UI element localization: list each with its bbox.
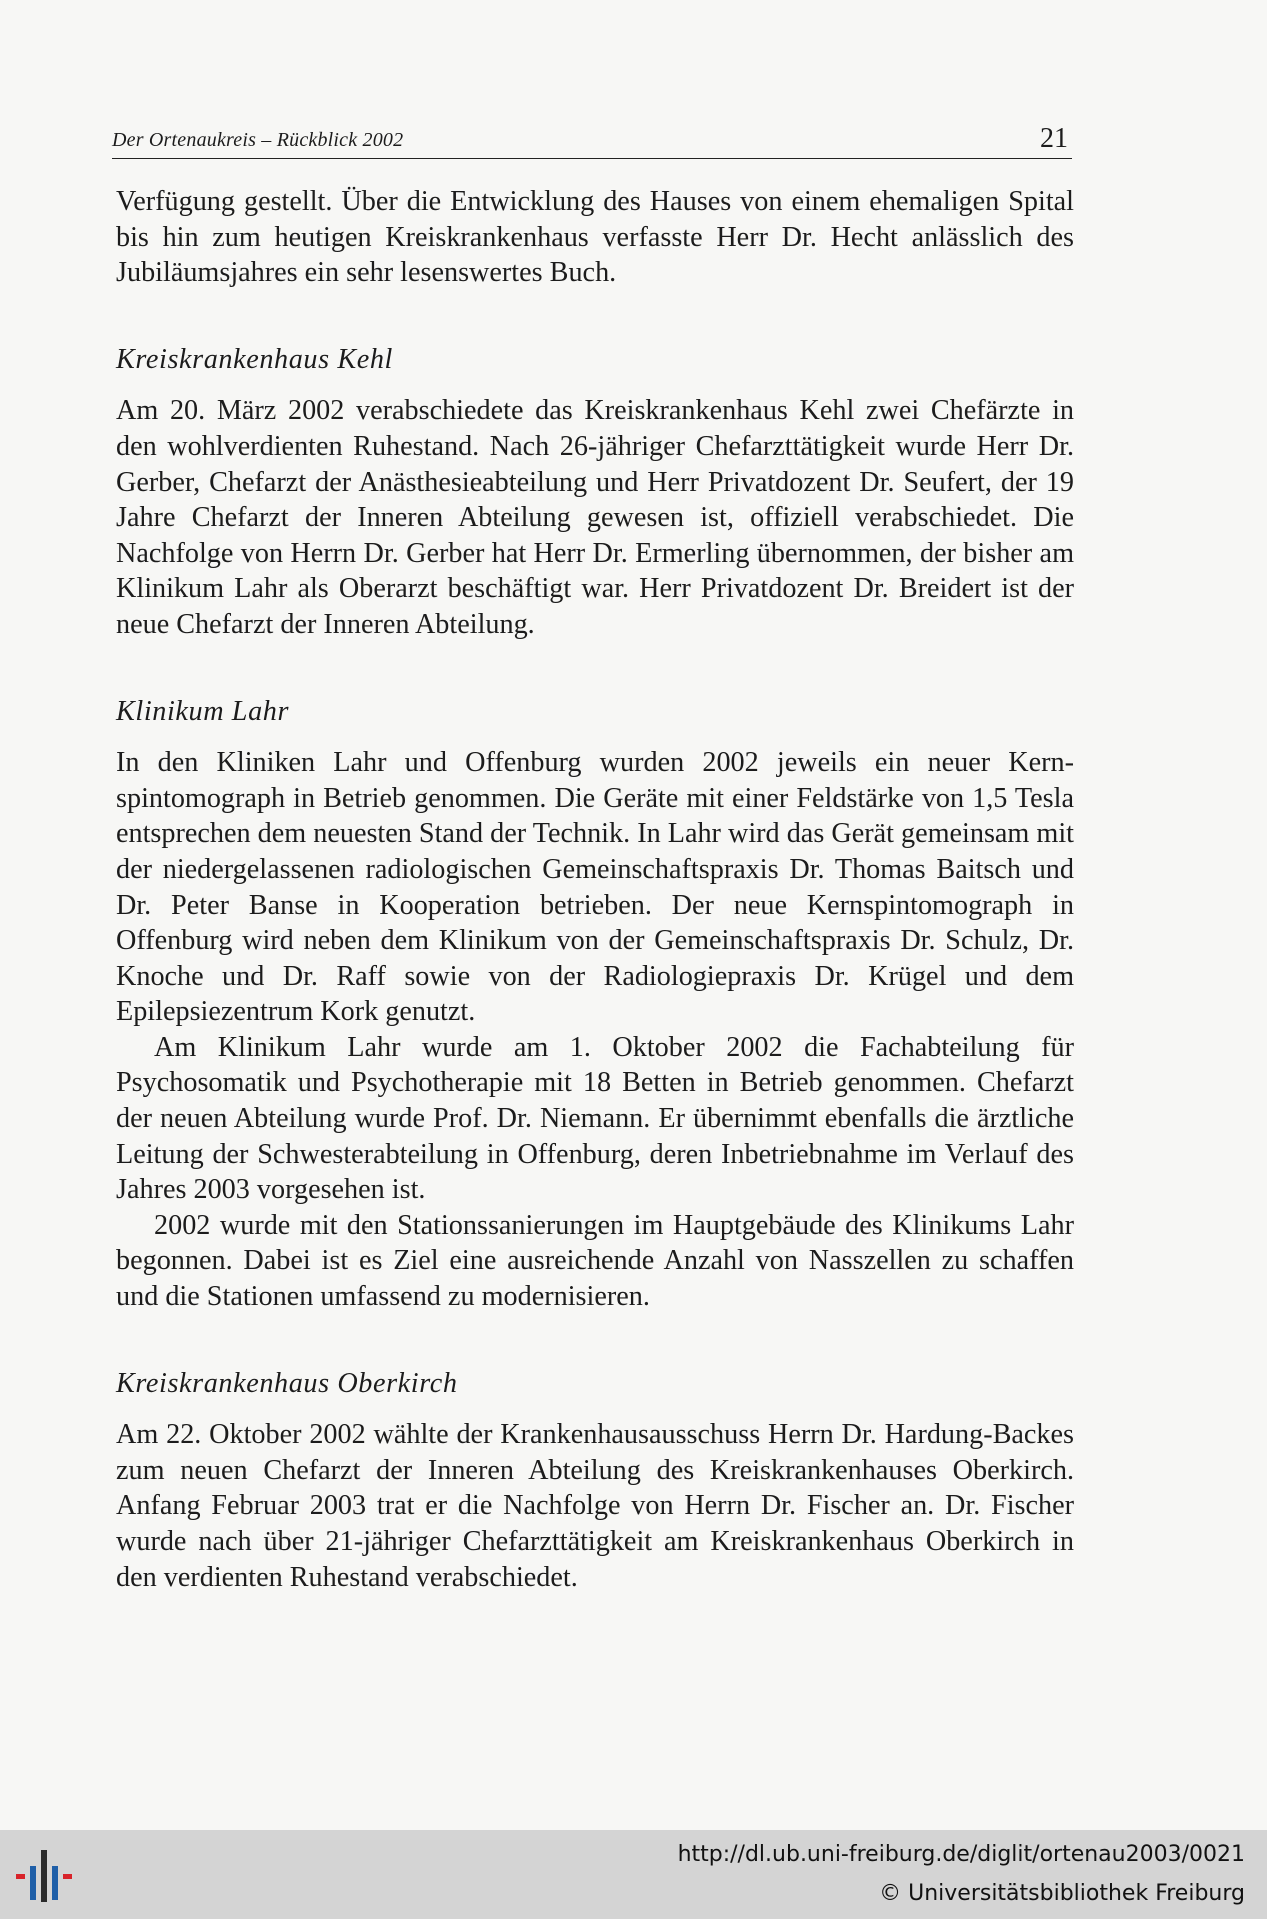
page-number: 21: [1040, 123, 1068, 154]
section-heading-kehl: Kreiskrankenhaus Kehl: [116, 343, 393, 375]
running-header: [112, 118, 1072, 159]
intro-paragraph: Verfügung gestellt. Über die Entwicklung des Hauses von einem ehemaligen Spital bis hin zum heutigen Kreiskrankenhaus verfasste Herr Dr. Hecht anlässlich des Jubiläumsjahres ein sehr lesenswertes Buch.: [116, 186, 1074, 289]
section-heading-oberkirch: Kreiskrankenhaus Oberkirch: [116, 1367, 458, 1399]
ub-freiburg-logo-icon: [14, 1846, 84, 1906]
lahr-paragraph-2: Am Klinikum Lahr wurde am 1. Oktober 2002 die Fachabteilung für Psychosomatik und Psychotherapie mit 18 Betten in Betrieb genommen. Chefarzt der neuen Abteilung wurde Prof. Dr. Niemann. Er übernimmt ebenfalls die ärztliche Leitung der Schwesterabteilung in Offenburg, deren Inbetriebnahme im Verlauf des Jahres 2003 vorgesehen ist.: [116, 1031, 1074, 1206]
oberkirch-paragraph: Am 22. Oktober 2002 wählte der Krankenhausausschuss Herrn Dr. Hardung-Backes zum neuen Chefarzt der Inneren Abteilung des Kreiskrankenhauses Oberkirch. Anfang Februar 2003 trat er die Nachfolge von Herrn Dr. Fischer an. Dr. Fischer wurde nach über 21-jähriger Chefarzttätigkeit am Kreiskrankenhaus Oberkirch in den verdienten Ruhestand verabschiedet.: [116, 1419, 1074, 1593]
library-footer-bar: [0, 1830, 1267, 1919]
lahr-paragraph-1: In den Kliniken Lahr und Offenburg wurden 2002 jeweils ein neuer Kernspintomograph in Betrieb genommen. Die Geräte mit einer Feldstärke von 1,5 Tesla entsprechen dem neuesten Stand der Technik. In Lahr wird das Gerät gemeinsam mit der niedergelassenen radiologischen Gemeinschaftspraxis Dr. Thomas Baitsch und Dr. Peter Banse in Kooperation betrieben. Der neue Kernspintomograph in Offenburg wird neben dem Klinikum von der Gemeinschaftspraxis Dr. Schulz, Dr. Knoche und Dr. Raff sowie von der Radiologiepraxis Dr. Krügel und dem Epilepsiezentrum Kork genutzt.: [116, 747, 1074, 1028]
copyright-notice: © Universitätsbibliothek Freiburg: [879, 1881, 1245, 1906]
lahr-paragraph-3: 2002 wurde mit den Stationssanierungen im Hauptgebäude des Klinikums Lahr begonnen. Dabei ist es Ziel eine ausreichende Anzahl von Nasszellen zu schaffen und die Stationen umfassend zu modernisieren.: [116, 1209, 1074, 1313]
page-body: [116, 184, 1074, 1595]
running-header-title: Der Ortenaukreis – Rückblick 2002: [112, 129, 404, 151]
kehl-paragraph: Am 20. März 2002 verabschiedete das Kreiskrankenhaus Kehl zwei Chefärzte in den wohlverdienten Ruhestand. Nach 26-jähriger Chefarzttätigkeit wurde Herr Dr. Gerber, Chefarzt der Anästhesieabteilung und Herr Privatdozent Dr. Seufert, der 19 Jahre Chefarzt der Inneren Abteilung gewesen ist, offiziell verabschiedet. Die Nachfolge von Herrn Dr. Gerber hat Herr Dr. Ermerling übernommen, der bisher am Klinikum Lahr als Oberarzt beschäftigt war. Herr Privatdozent Dr. Breidert ist der neue Chefarzt der Inneren Abteilung.: [116, 395, 1074, 640]
section-heading-lahr: Klinikum Lahr: [116, 695, 290, 727]
source-url-link[interactable]: http://dl.ub.uni-freiburg.de/diglit/ortenau2003/0021: [677, 1842, 1245, 1867]
